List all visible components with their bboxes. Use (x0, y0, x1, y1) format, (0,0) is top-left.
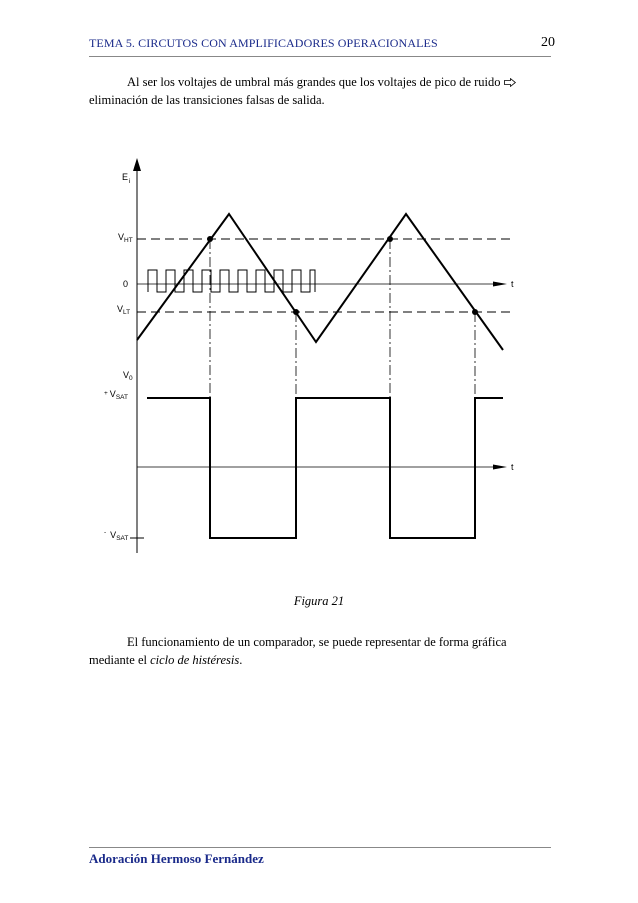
paragraph-hysteresis-text: El funcionamiento de un comparador, se puede representar de forma gráfica mediante el (89, 635, 507, 667)
neg-vsat-label: - $V_{SAT}$ (104, 529, 129, 542)
input-time-axis-arrow (493, 282, 507, 287)
t-label-input: t (511, 279, 514, 289)
vlt-label: $V_{LT}$ (117, 304, 131, 316)
crossing-point-4 (472, 309, 478, 315)
t-label-output: t (511, 462, 514, 472)
pos-vsat-label: + $V_{SAT}$ (104, 389, 128, 401)
paragraph-threshold-continuation: eliminación de las transiciones falsas de salida. (89, 93, 325, 107)
chapter-title: TEMA 5. CIRCUTOS CON AMPLIFICADORES OPERACIONALES (89, 36, 438, 50)
figure-caption: Figura 21 (293, 594, 345, 608)
output-square-wave (147, 398, 503, 538)
ei-label: $E_i$ (122, 172, 131, 185)
hysteresis-term: ciclo de histéresis (150, 653, 240, 667)
vertical-axis-arrow (133, 158, 141, 171)
zero-label: 0 (123, 279, 129, 289)
footer-author: Adoración Hermoso Fernández (89, 851, 264, 866)
crossing-point-2 (293, 309, 299, 315)
page-number: 20 (541, 35, 555, 50)
paragraph-hysteresis (89, 633, 551, 669)
noise-square-wave (148, 270, 315, 292)
paragraph-threshold-text: Al ser los voltajes de umbral más grandes que los voltajes de pico de ruido (127, 75, 501, 89)
crossing-point-3 (387, 236, 393, 242)
output-time-axis-arrow (493, 465, 507, 470)
footer-divider (89, 847, 551, 848)
crossing-point-1 (207, 236, 213, 242)
vht-label: $V_{HT}$ (118, 232, 133, 244)
paragraph-hysteresis-end: . (239, 653, 243, 667)
triangular-input-signal (137, 214, 503, 350)
vo-label: $V_0$ (123, 370, 133, 382)
